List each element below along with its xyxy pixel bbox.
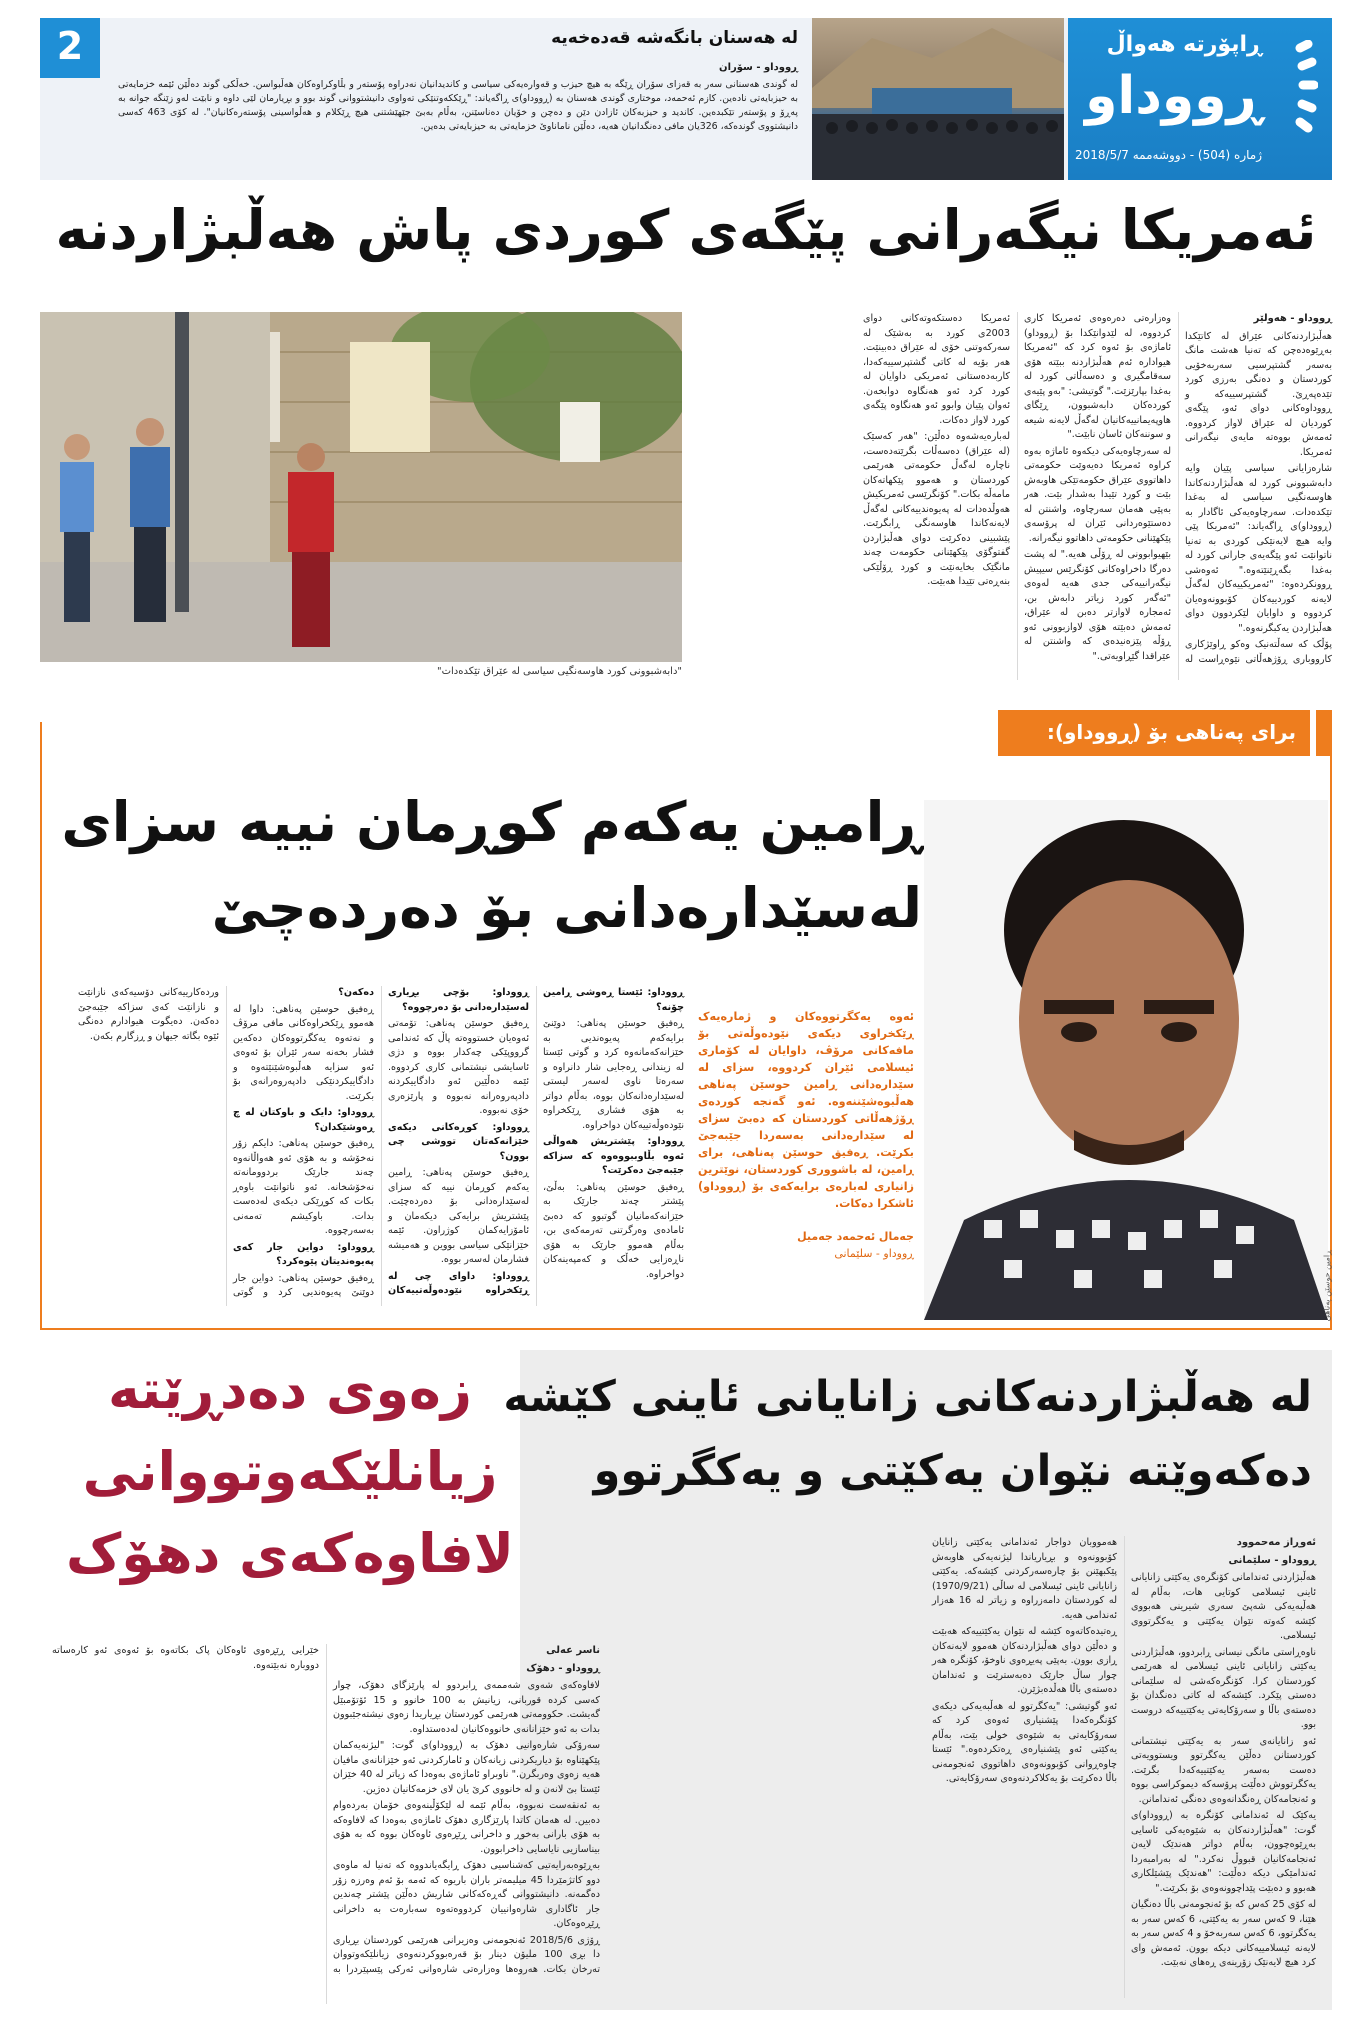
article2-byline-name: جەمال ئەحمەد جەمیل xyxy=(797,1230,914,1243)
qa-question: ڕووداو: ئێستا ڕەوشی ڕامین چۆنە؟ xyxy=(543,987,684,1013)
qa-answer: ڕەفیق حوسێن پەناهی: دواین جار دوێنێ پەیوەندیی کرد و گوتی وردەکارییەکانی دۆسیەکەی نازانێت و نازانێت کەی سزاکە جێبەجێ دەکەن. دەیگوت هیوادارم دەنگی ئێوە بگاتە جیهان و ڕزگارم بکەن. xyxy=(78,987,374,1298)
article3-paragraph: ئەو زانایانەی سەر بە یەکێتی نیشتمانی کوردستانن دەڵێن یەکگرتوو ویستوویەتی دەست بەسەر یەکێتییەکەدا بگرێت. یەکگرتووش دەڵێت پرۆسەکە دیموکراسی بووە و ئەنجامەکان ڕەنگدانەوەی دەنگی ئەندامانن. xyxy=(1131,1735,1316,1805)
article3-paragraph: یەکێک لە ئەندامانی کۆنگرە بە (ڕووداو)ی گوت: "هەڵبژاردنەکان بە شێوەیەکی ئاسایی بەڕێوەچوون، بەڵام دواتر هەندێک لایەن ئەنجامەکانیان قبووڵ نەکرد." لە بەرامبەردا ئەندامێکی دیکە دەڵێت: "هەندێک پێشێلکاری هەبوو و دەبێت پێداچوونەوەی بۆ بکرێت." xyxy=(1131,1810,1316,1894)
article1-paragraph: شارەزایانی سیاسی پێیان وایە دابەشبوونی کورد لە هەڵبژاردنەکاندا هاوسەنگیی سیاسی لە بەغدا تێکدەدات. سەرچاوەیەکی ئاگادار بە (ڕووداو)ی ڕاگەیاند: "ئەمریکا پێی وایە هیچ لایەنێکی کوردی بە تەنیا ناتوانێت ئەو پێگەیەی جارانی کورد لە بەغدا بگەڕێنێتەوە." ئەوەشی ڕوونکردەوە: "ئەمریکییەکان لەگەڵ لایەنە کوردییەکان کۆبوونەوەیان کردووە و داوایان لێکردوون دوای هەڵبژاردن یەکبگرنەوە." xyxy=(1185,463,1332,634)
article2-portrait xyxy=(924,800,1328,1320)
qa-answer: ڕەفیق حوسێن پەناهی: ڕامین یەکەم کوڕمان نییە کە سزای لەسێدارەدانی بۆ دەردەچێت. پێشتریش برایەکی دیکەمان و ئامۆزایەکمان کوژراون. ئێمە خێزانێکی سیاسی بووین و هەمیشە فشارمان لەسەر بووە. xyxy=(388,1167,529,1265)
qa-question: ڕووداو: داوای چی لە ڕێکخراوە نێودەوڵەتییەکان دەکەن؟ xyxy=(338,987,529,1296)
article2-body xyxy=(78,986,684,1306)
article4-body xyxy=(52,1644,600,2004)
street-scene-illustration xyxy=(40,312,682,662)
qa-question: ڕووداو: دواین جار کەی پەیوەندیتان پێوەکرد؟ xyxy=(233,1241,374,1267)
article1-paragraph: هەڵبژاردنەکانی عێراق لە کاتێکدا بەڕێوەدەچن کە تەنیا هەشت مانگ بەسەر گشتپرسیی سەربەخۆیی کوردستان و دەنگی بەرزی کورد تێدەپەڕێ. گشتپرسییەکە و ڕووداوەکانی دوای ئەو، پێگەی کوردیان لە عێراق لاواز کردووە. ئەمەش بووەتە مایەی نیگەرانی ئەمریکا. xyxy=(1185,330,1332,458)
article3-paragraph: لە کۆی 25 کەس کە بۆ ئەنجومەنی باڵا دەنگیان هێنا، 9 کەس سەر بە یەکێتی، 6 کەس سەر بە یەکگرتوو، 6 کەس سەربەخۆ و 4 کەس سەر بە لایەنە ئیسلامییەکانی دیکە بوون. ئەمەش وای کرد هیچ لایەنێک زۆرینەی ڕەهای نەبێت. xyxy=(1131,1899,1317,1968)
article2-byline-place: ڕووداو - سلێمانی xyxy=(834,1247,914,1260)
article3-paragraph: هەمووبان دواجار ئەندامانی یەکێتی زانایان کۆبوونەوە و بڕیاریاندا لیژنەیەکی هاوبەش پێکبهێنن بۆ چارەسەرکردنی کێشەکە. یەکێتی زانایانی ئاینی ئیسلامی لە ساڵی (1970/9/21) لە کوردستان دامەزراوە و زیاتر لە 16 هەزار ئەندامی هەیە. xyxy=(932,1537,1117,1621)
article4-headline-line1: زەوی دەدڕێتە xyxy=(108,1358,472,1421)
qa-answer: ڕەفیق حوسێن پەناهی: تۆمەتی ئەوەیان خستووەتە پاڵ کە ئەندامی گرووپێکی چەکدار بووە و دژی ئاسایشی نیشتمانی کاری کردووە. ئێمە دەڵێین ئەو دادگاییکردنە دادپەروەرانە نەبووە و پارێزەری خۆی نەبووە. xyxy=(388,1018,529,1116)
qa-answer: ڕەفیق حوسێن پەناهی: داوا لە هەموو ڕێکخراوەکانی مافی مرۆڤ و نەتەوە یەکگرتووەکان دەکەین فشار بخەنە سەر ئێران بۆ ئەوەی ئەو سزایە هەڵبوەشێنێتەوە و دادگاییکردنێکی دادپەروەرانەی بۆ بکرێت. xyxy=(233,1003,374,1102)
article1-photo-caption: "دابەشبوونی کورد هاوسەنگیی سیاسی لە عێراق تێکدەدات" xyxy=(437,666,682,677)
section-label: ڕاپۆرتە هەواڵ xyxy=(1106,32,1262,57)
teaser-photo-scene xyxy=(812,18,1064,180)
teaser-text: لە گوندی هەسنانی سەر بە قەزای سۆران ڕێگە بە هیچ حیزب و قەوارەیەکی سیاسی و کاندیدانیان نەدراوە پۆستەر و بڵاوکراوەکان هەڵبواسن. خەڵکی گوند دەڵێن ئێمە خزمایەتی بە حیزبایەتی نادەین. کازم ئەحمەد، موختاری گوندی هەسنان بە (ڕووداو)ی ڕاگەیاند: "ڕێککەوتنێکی تەواوی دانیشتووانی گوند بوو و بڕیارمان لێی داوە و نابێت لەو زێنگە جوانە بە پەڕۆ و پۆستەر تێکبدەین. کاندید و حیزبەکان ئازادن دێن و دەچن و خۆیان دەناسێنن، بەڵام بەبێ جێهێشتنی هیچ ڕێکلام و هەڵواسینی پۆستەرەکانیان". لە کۆی 463 کەسی دانیشتووی گوندەکە، 326یان مافی دەنگدانیان هەیە، دەڵێن ناماناوێ خزمایەتی بە حیزبایەتی بدەین. xyxy=(118,79,798,132)
article3-headline-line2: دەکەوێتە نێوان یەکێتی و یەکگرتوو xyxy=(593,1446,1312,1496)
article4-headline-line2: زیانلێکەوتووانی xyxy=(82,1440,498,1503)
teaser-title: لە هەسنان بانگەشە قەدەخەیە xyxy=(551,28,798,48)
teaser-byline: ڕووداو - سۆران xyxy=(719,62,798,73)
article4-paragraph: سەرۆکی شارەوانیی دهۆک بە (ڕووداو)ی گوت: "لیژنەیەکمان پێکهێناوە بۆ دیاریکردنی زیانەکان و ئامارکردنی ئەو خێزانانەی مافیان هەیە زەوی وەربگرن." ناوبراو ئاماژەی بەوەدا کە زیاتر لە 40 خێزان ئێستا بێ لانەن و لە خانووی کرێ یان لای خزمەکانیان دەژین. xyxy=(333,1740,600,1795)
article3-paragraph: ئەو گوتیشی: "یەکگرتوو لە هەڵبەیەکی دیکەی کۆنگرەکەدا پێشنیاری ئەوەی کرد کە سەرۆکایەتی بە شێوەی خولی بێت، بەڵام یەکێتی ئەو پێشنیارەی ڕەتکردەوە." ئێستا چاوەڕوانی کۆبوونەوەی داهاتووی ئەنجومەنی باڵا دەکرێت بۆ یەکلاکردنەوەی سەرۆکایەتی. xyxy=(932,1700,1117,1784)
article4-headline-line3: لافاوەکەی دهۆک xyxy=(65,1522,515,1585)
qa-answer: ڕەفیق حوسێن پەناهی: بەڵێ، پێشتر چەند جارێک بە خێزانەکەمانیان گوتبوو کە دەبێ ئامادەی وەرگرتنی تەرمەکەی بن، بەڵام هەموو جارێک بە هۆی ناڕەزایی خەڵک و کەمپەینەکان دواخراوە. xyxy=(543,1181,684,1280)
article4-paragraph: لافاوەکەی شەوی شەممەی ڕابردوو لە پارێزگای دهۆک، چوار کەسی کردە قوربانی، زیانیش بە 100 خانوو و 15 ئۆتۆمبێل گەیشت. حکوومەتی هەرێمی کوردستان بڕیاریدا زەوی نیشتەجێبوون بدات بە ئەو خێزانانەی خانووەکانیان لەدەستداوە. xyxy=(333,1680,600,1735)
article4-paragraph: بە ئەنقەست نەبووە، بەڵام ئێمە لە لێکۆڵینەوەی خۆمان بەردەوام دەبین. لە هەمان کاتدا پارێزگاری دهۆک ئاماژەی بەوەدا کە لافاوەکە بە هۆی بارانی بەخوڕ و داخرانی ڕێڕەوی ئاوەکان بووە کە بە هۆی بیناسازیی نایاسایی داخرابوون. xyxy=(333,1800,600,1855)
article4-byline-place: ڕووداو - دهۆک xyxy=(526,1662,600,1674)
qa-answer: ڕەفیق حوسێن پەناهی: دایکم زۆر نەخۆشە و بە هۆی ئەو هەواڵانەوە چەند جارێک بردوومانەتە نەخۆشخانە. ئەو ناتوانێت باوەڕ بکات کە کوڕێکی دیکەی لەدەست بدات. باوکیشم تەمەنی بەسەرچووە. xyxy=(233,1138,374,1236)
article2-headline-line1: ڕامین یەکەم کوڕمان نییە سزای xyxy=(61,790,922,854)
article1-paragraph: ئەمریکا دەستکەوتەکانی دوای 2003ی کورد بە بەشێک لە سەرکەوتنی خۆی لە عێراق دەبینێت. هەر بۆیە لە کاتی گشتپرسییەکەدا، کاربەدەستانی ئەمریکی داوایان لە کورد کرد ئەو هەنگاوە دوابخەن. ئەوان پێیان وابوو ئەو هەنگاوە پێگەی کورد لاواز دەکات. xyxy=(863,313,1010,426)
article2-banner xyxy=(998,710,1332,756)
article2-headline-line2: لەسێدارەدانی بۆ دەردەچێ xyxy=(211,876,922,940)
banner-divider xyxy=(1310,710,1316,756)
issue-info: ژمارە (504) - دووشەممە 2018/5/7 xyxy=(1075,148,1262,162)
article3-paragraph: هەڵبژاردنی ئەندامانی کۆنگرەی یەکێتی زانایانی ئاینی ئیسلامی کوتایی هات، بەڵام لە هەڵبەیەکی شەپێ سەری شیرینی هەبووی کێشە کەوتە نێوان یەکێتی و یەکگرتووی ئیسلامی. xyxy=(1131,1572,1316,1641)
article3-byline-name: ئەوڕاز مەحموود xyxy=(1236,1537,1316,1548)
article4-paragraph: بەڕێوەبەرایەتیی کەشناسیی دهۆک ڕایگەیاندووە کە تەنیا لە ماوەی دوو کاتژمێردا 45 میلیمەتر باران باریوە کە ئەمە بۆ ئەم وەرزە زۆر دەگمەنە. دانیشتووانی گەڕەکەکانی شاریش دەڵێن پێشتر چەندین جار ئاگاداری شارەوانییان کردووەتەوە سەبارەت بە داخرانی ڕێڕەوەکان. xyxy=(333,1860,600,1929)
qa-answer: ڕەفیق حوسێن پەناهی: دوێنێ برایەکەم پەیوەندیی بە خێزانەکەمانەوە کرد و گوتی ئێستا لە زیندانی ڕەجایی شار دانراوە و سەرەتا ناوی لەسەر لیستی لەسێدارەدانەکان بووە، بەڵام دواتر بە هۆی فشاری ڕێکخراوە نێودەوڵەتییەکان دواخراوە. xyxy=(543,1018,684,1131)
rudaw-logo: ڕووداو xyxy=(1085,66,1262,126)
article3-headline-line1: لە هەڵبژاردنەکانی زانایانی ئاینی کێشە xyxy=(503,1372,1312,1422)
qa-question: ڕووداو: کوڕەکانی دیکەی خێزانەکەتان تووشی چی بوون؟ xyxy=(388,1121,529,1162)
article1-paragraph: بێهیوابوونی لە ڕۆڵی هەیە." لە پشت دەرگا داخراوەکانی کۆنگرێس سیپیش نیگەرانییەکی جدی هەیە لەوەی "ئەگەر کورد زیاتر دابەش بن، ئەمجارە لاوازتر دەبن لە عێراق، ئەمەش دەبێتە هۆی لاوازبوونی ئەو ڕۆڵە پێزەنیدەی کە واشنتن لە عێراقدا گێڕاویەتی." xyxy=(1024,549,1171,662)
article1-body xyxy=(702,312,1332,680)
qa-question: ڕووداو: بۆچی بڕیاری لەسێدارەدانی بۆ دەرچووە؟ xyxy=(388,987,529,1013)
page-number-box xyxy=(40,18,100,78)
article2-photo-credit: ڕامین حوسێن پەناهی xyxy=(1322,1250,1331,1322)
portrait-illustration xyxy=(924,800,1328,1320)
qa-question: ڕووداو: پێشتریش هەواڵی ئەوە بڵاوببووەوە کە سزاکە جێبەجێ دەکرێت؟ xyxy=(543,1136,684,1176)
masthead xyxy=(40,18,1332,180)
article4-paragraph: ڕۆژی 2018/5/6 ئەنجومەنی وەزیرانی هەرێمی کوردستان بڕیاری دا بڕی 100 ملیۆن دینار بۆ قەرەبووکردنەوەی زیانلێکەوتووان تەرخان بکات. هەروەها وەزارەتی شارەوانی ئەرکی پێسپێردرا بە خێرایی ڕێڕەوی ئاوەکان پاک بکاتەوە بۆ ئەوەی ئەو کارەساتە دووبارە نەبێتەوە. xyxy=(52,1645,600,1975)
article1-paragraph: پۆڵک کە سەڵتەنیک وەکو ڕاوێژکاری کارووباری ڕۆژهەڵاتی نێوەڕاست لە وەزارەتی دەرەوەی ئەمریکا کاری کردووە، لە لێدوانێکدا بۆ (ڕووداو) ئاماژەی بۆ ئەوە کرد کە "ئەمریکا هیوادارە ئەم هەڵبژاردنە ببێتە هۆی سەقامگیری و دەسەڵاتی کورد لە بەغدا بپارێزێت." گوتیشی: "بەو پێیەی کوردەکان دابەشبوون، ڕێگای هاوپەیمانییەکانیان لەگەڵ لایەنە شیعە و سوننەکان ئاسان نابێت." xyxy=(1024,313,1332,665)
article4-byline-name: ناسر عەلی xyxy=(546,1645,600,1656)
article2-intro: ئەوە یەکگرتووەکان و ژمارەیەک ڕێکخراوی دیکەی نێودەوڵەتی بۆ مافەکانی مرۆڤ، داوایان لە کۆماری ئیسلامی ئێران کردووە، سزای لە سێدارەدانی ڕامین حوسێن پەناهی هەڵبوەشێننەوە. ئەو گەنجە کوردەی ڕۆژهەڵاتی کوردستان کە دەبێ سزای لە سێدارەدانی بەسەردا جێبەجێ بکرێت. ڕەفیق حوسێن پەناهی، برای ڕامین، لە باشووری کوردستان، نوێترین زانیاری لەبارەی برایەکەی بۆ (ڕووداو) ئاشکرا دەکات. xyxy=(698,1010,914,1210)
article2-banner-label: برای پەناهی بۆ (ڕووداو): xyxy=(1046,720,1296,744)
article3-paragraph: ڕەتیدەکاتەوە کێشە لە نێوان یەکێتییەکە هەبێت و دەڵێن دوای هەڵبژاردنەکان هەموو لایەنەکان ڕازی بوون. بەپێی پەیڕەوی ناوخۆ، کۆنگرە هەر چوار ساڵ جارێک دەبەسترێت و ئەندامان دەستەی باڵا هەڵدەبژێرن. xyxy=(932,1626,1117,1695)
page-number: 2 xyxy=(56,24,84,68)
article3-byline-place: ڕووداو - سلێمانی xyxy=(1228,1554,1316,1566)
logo-block xyxy=(1068,18,1332,180)
article3-paragraph: ناوەڕاستی مانگی نیسانی ڕابردوو، هەڵبژاردنی یەکێتی زانایانی ئاینی ئیسلامی لە هەرێمی کوردستان کرا. کۆنگرەکەشی لە سلێمانی دەستی پێکرد. کێشەکە لە کاتی دەنگدان بۆ دەستەی باڵا و سەرۆکایەتی یەکێتییەکە دروست بوو. xyxy=(1131,1646,1316,1730)
article1-paragraph: لە سەرچاوەیەکی دیکەوە ئاماژە بەوە کراوە ئەمریکا دەیەوێت حکومەتی داهاتووی عێراق حکومەتێکی هاوبەش بێت و کورد تێیدا بەشدار بێت. هەر بەپێی هەمان سەرچاوە، واشنتن لە دەستێوەردانی ئێران لە پرۆسەی پێکهێنانی حکومەتی داهاتوو نیگەرانە. xyxy=(1024,445,1171,544)
article1-byline: ڕووداو - هەولێر xyxy=(1253,313,1332,324)
article1-paragraph: لەبارەیەشەوە دەڵێن: "هەر کەسێک (لە عێراق) دەسەڵات بگرێتەدەست، ناچارە لەگەڵ حکومەتی هەرێمی کوردستان و هەموو پێکهاتەکان مامەڵە بکات." کۆنگرێسی ئەمریکیش هەوڵدەدات لە پەیوەندییەکانی لەگەڵ لایەنەکاندا هاوسەنگی ڕابگرێت. پێشبینی دەکرێت دوای هەڵبژاردن گفتوگۆی پێکهێنانی حکومەت چەند مانگێک بخایەنێت و کورد ڕۆڵێکی بنەڕەتی تێیدا هەبێت. xyxy=(863,431,1010,587)
qa-question: ڕووداو: دایک و باوکتان لە چ ڕەوشێکدان؟ xyxy=(233,1107,374,1133)
article2-intro-box xyxy=(698,1008,914,1298)
article3-body xyxy=(534,1536,1316,1998)
teaser-photo xyxy=(812,18,1064,180)
article1-photo xyxy=(40,312,682,662)
article1-headline: ئەمریکا نیگەرانی پێگەی کوردی پاش هەڵبژاردنە xyxy=(55,198,1317,262)
